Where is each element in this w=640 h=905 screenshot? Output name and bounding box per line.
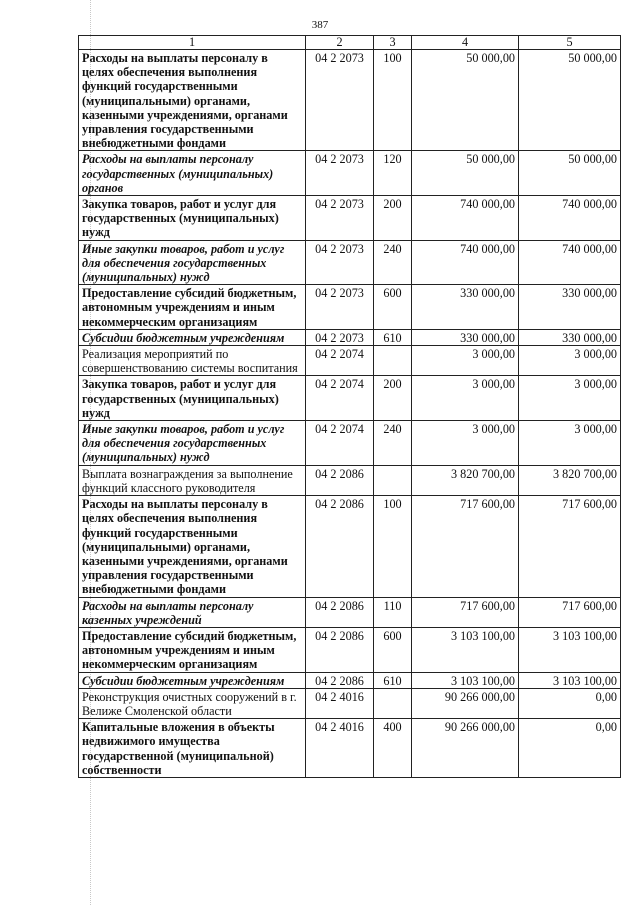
table-row (79, 376, 621, 421)
row-name-cell: Иные закупки товаров, работ и услуг для обеспечения государственных (муниципальных) нужд (79, 421, 306, 466)
table-row (79, 627, 621, 672)
row-sum-col5-cell: 330 000,00 (519, 329, 621, 345)
row-sum-col5-cell: 330 000,00 (519, 285, 621, 330)
row-type-cell: 240 (374, 421, 412, 466)
budget-table (78, 35, 621, 778)
row-sum-col4-cell: 90 266 000,00 (412, 688, 519, 718)
row-sum-col5-cell: 3 103 100,00 (519, 627, 621, 672)
row-code-cell: 04 2 4016 (306, 719, 374, 778)
row-sum-col5-cell: 0,00 (519, 688, 621, 718)
table-row (79, 688, 621, 718)
row-code-cell: 04 2 2073 (306, 50, 374, 151)
row-sum-col5-cell: 740 000,00 (519, 196, 621, 241)
row-sum-col4-cell: 3 103 100,00 (412, 627, 519, 672)
row-code-cell: 04 2 2086 (306, 496, 374, 597)
row-name-cell: Расходы на выплаты персоналу казенных учреждений (79, 597, 306, 627)
row-code-cell: 04 2 4016 (306, 688, 374, 718)
row-type-cell: 110 (374, 597, 412, 627)
row-sum-col4-cell: 3 000,00 (412, 376, 519, 421)
row-type-cell: 200 (374, 196, 412, 241)
row-name-cell: Реализация мероприятий по совершенствованию системы воспитания (79, 346, 306, 376)
row-code-cell: 04 2 2073 (306, 285, 374, 330)
row-sum-col4-cell: 717 600,00 (412, 496, 519, 597)
row-code-cell: 04 2 2086 (306, 672, 374, 688)
table-row (79, 151, 621, 196)
row-code-cell: 04 2 2074 (306, 376, 374, 421)
row-type-cell: 610 (374, 672, 412, 688)
row-name-cell: Расходы на выплаты персоналу в целях обеспечения выполнения функций государственными (муниципальными) органами, казенными учреждениями, органами управления государственными внебюджетными фондами (79, 50, 306, 151)
row-sum-col5-cell: 0,00 (519, 719, 621, 778)
row-code-cell: 04 2 2074 (306, 346, 374, 376)
row-type-cell: 120 (374, 151, 412, 196)
row-sum-col4-cell: 717 600,00 (412, 597, 519, 627)
row-type-cell: 100 (374, 50, 412, 151)
table-row (79, 421, 621, 466)
row-name-cell: Закупка товаров, работ и услуг для государственных (муниципальных) нужд (79, 196, 306, 241)
header-row (79, 36, 621, 50)
row-type-cell: 610 (374, 329, 412, 345)
row-type-cell: 200 (374, 376, 412, 421)
row-sum-col4-cell: 50 000,00 (412, 50, 519, 151)
row-code-cell: 04 2 2086 (306, 627, 374, 672)
row-sum-col4-cell: 3 000,00 (412, 421, 519, 466)
row-name-cell: Закупка товаров, работ и услуг для государственных (муниципальных) нужд (79, 376, 306, 421)
table-row (79, 672, 621, 688)
row-code-cell: 04 2 2086 (306, 597, 374, 627)
table-row (79, 719, 621, 778)
row-type-cell: 600 (374, 627, 412, 672)
row-name-cell: Реконструкция очистных сооружений в г. Велиже Смоленской области (79, 688, 306, 718)
table-body (79, 50, 621, 778)
row-sum-col4-cell: 330 000,00 (412, 285, 519, 330)
table-row (79, 597, 621, 627)
row-type-cell (374, 346, 412, 376)
row-sum-col4-cell: 740 000,00 (412, 196, 519, 241)
row-sum-col4-cell: 3 000,00 (412, 346, 519, 376)
row-name-cell: Субсидии бюджетным учреждениям (79, 329, 306, 345)
row-sum-col5-cell: 50 000,00 (519, 151, 621, 196)
row-name-cell: Предоставление субсидий бюджетным, автономным учреждениям и иным некоммерческим организациям (79, 285, 306, 330)
row-code-cell: 04 2 2074 (306, 421, 374, 466)
row-name-cell: Выплата вознаграждения за выполнение функций классного руководителя (79, 465, 306, 495)
table-row (79, 285, 621, 330)
row-sum-col5-cell: 740 000,00 (519, 240, 621, 285)
row-type-cell (374, 465, 412, 495)
table-row (79, 346, 621, 376)
row-sum-col4-cell: 3 820 700,00 (412, 465, 519, 495)
column-header: 4 (412, 36, 519, 50)
column-header: 1 (79, 36, 306, 50)
table-row (79, 240, 621, 285)
row-code-cell: 04 2 2073 (306, 151, 374, 196)
column-header: 3 (374, 36, 412, 50)
table-row (79, 496, 621, 597)
row-type-cell: 100 (374, 496, 412, 597)
row-name-cell: Предоставление субсидий бюджетным, автономным учреждениям и иным некоммерческим организациям (79, 627, 306, 672)
table-row (79, 329, 621, 345)
row-name-cell: Капитальные вложения в объекты недвижимого имущества государственной (муниципальной) собственности (79, 719, 306, 778)
table-row (79, 465, 621, 495)
table-row (79, 196, 621, 241)
column-header: 5 (519, 36, 621, 50)
row-sum-col4-cell: 740 000,00 (412, 240, 519, 285)
row-sum-col5-cell: 3 000,00 (519, 376, 621, 421)
row-code-cell: 04 2 2073 (306, 196, 374, 241)
table-row (79, 50, 621, 151)
row-name-cell: Расходы на выплаты персоналу в целях обеспечения выполнения функций государственными (муниципальными) органами, казенными учреждениями, органами управления государственными внебюджетными фондами (79, 496, 306, 597)
row-code-cell: 04 2 2073 (306, 329, 374, 345)
row-type-cell: 240 (374, 240, 412, 285)
row-sum-col4-cell: 3 103 100,00 (412, 672, 519, 688)
column-header: 2 (306, 36, 374, 50)
row-sum-col4-cell: 330 000,00 (412, 329, 519, 345)
row-sum-col4-cell: 50 000,00 (412, 151, 519, 196)
page-number: 387 (311, 19, 329, 31)
row-type-cell (374, 688, 412, 718)
row-type-cell: 600 (374, 285, 412, 330)
row-name-cell: Субсидии бюджетным учреждениям (79, 672, 306, 688)
row-name-cell: Расходы на выплаты персоналу государственных (муниципальных) органов (79, 151, 306, 196)
row-name-cell: Иные закупки товаров, работ и услуг для обеспечения государственных (муниципальных) нужд (79, 240, 306, 285)
row-sum-col5-cell: 3 103 100,00 (519, 672, 621, 688)
row-sum-col5-cell: 717 600,00 (519, 597, 621, 627)
row-sum-col5-cell: 50 000,00 (519, 50, 621, 151)
row-sum-col5-cell: 3 000,00 (519, 421, 621, 466)
row-sum-col5-cell: 717 600,00 (519, 496, 621, 597)
row-type-cell: 400 (374, 719, 412, 778)
row-code-cell: 04 2 2086 (306, 465, 374, 495)
row-sum-col5-cell: 3 820 700,00 (519, 465, 621, 495)
row-sum-col5-cell: 3 000,00 (519, 346, 621, 376)
row-code-cell: 04 2 2073 (306, 240, 374, 285)
row-sum-col4-cell: 90 266 000,00 (412, 719, 519, 778)
